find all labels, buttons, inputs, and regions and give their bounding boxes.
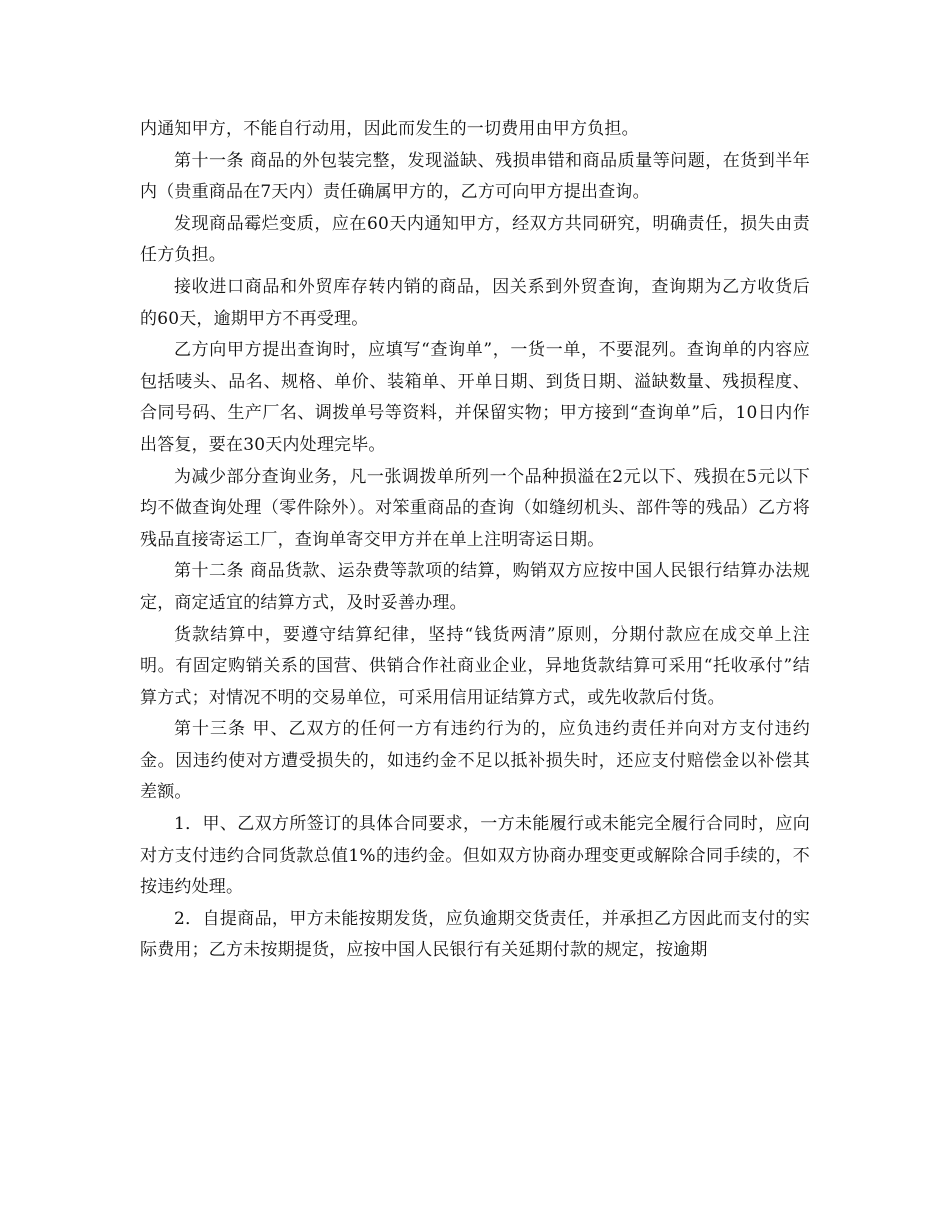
paragraph-4: 接收进口商品和外贸库存转内销的商品，因关系到外贸查询，查询期为乙方收货后的60天，逾期甲方不再受理。 <box>140 276 810 329</box>
paragraph-10: 1．甲、乙双方所签订的具体合同要求，一方未能履行或未能完全履行合同时，应向对方支付违约合同货款总值1%的违约金。但如双方协商办理变更或解除合同手续的，不按违约处理。 <box>140 814 810 898</box>
paragraph-2: 第十一条 商品的外包装完整，发现溢缺、残损串错和商品质量等问题，在货到半年内（贵重商品在7天内）责任确属甲方的，乙方可向甲方提出查询。 <box>140 150 810 203</box>
paragraph-8: 货款结算中，要遵守结算纪律，坚持“钱货两清”原则，分期付款应在成交单上注明。有固定购销关系的国营、供销合作社商业企业，异地货款结算可采用“托收承付”结算方式；对情况不明的交易单位，可采用信用证结算方式，或先收款后付货。 <box>140 624 810 708</box>
paragraph-3: 发现商品霉烂变质，应在60天内通知甲方，经双方共同研究，明确责任，损失由责任方负担。 <box>140 213 810 266</box>
paragraph-5: 乙方向甲方提出查询时，应填写“查询单”，一货一单，不要混列。查询单的内容应包括唛头、品名、规格、单价、装箱单、开单日期、到货日期、溢缺数量、残损程度、合同号码、生产厂名、调拨单号等资料，并保留实物；甲方接到“查询单”后，10日内作出答复，要在30天内处理完毕。 <box>140 340 810 455</box>
paragraph-1: 内通知甲方，不能自行动用，因此而发生的一切费用由甲方负担。 <box>140 119 639 139</box>
paragraph-11: 2．自提商品，甲方未能按期发货，应负逾期交货责任，并承担乙方因此而支付的实际费用；乙方未按期提货，应按中国人民银行有关延期付款的规定，按逾期 <box>140 908 810 961</box>
document-body <box>140 114 810 967</box>
paragraph-9: 第十三条 甲、乙双方的任何一方有违约行为的，应负违约责任并向对方支付违约金。因违约使对方遭受损失的，如违约金不足以抵补损失时，还应支付赔偿金以补偿其差额。 <box>140 719 810 803</box>
paragraph-7: 第十二条 商品货款、运杂费等款项的结算，购销双方应按中国人民银行结算办法规定，商定适宜的结算方式，及时妥善办理。 <box>140 561 810 613</box>
paragraph-6: 为减少部分查询业务，凡一张调拨单所列一个品种损溢在2元以下、残损在5元以下均不做查询处理（零件除外）。对笨重商品的查询（如缝纫机头、部件等的残品）乙方将残品直接寄运工厂，查询单寄交甲方并在单上注明寄运日期。 <box>140 466 810 550</box>
